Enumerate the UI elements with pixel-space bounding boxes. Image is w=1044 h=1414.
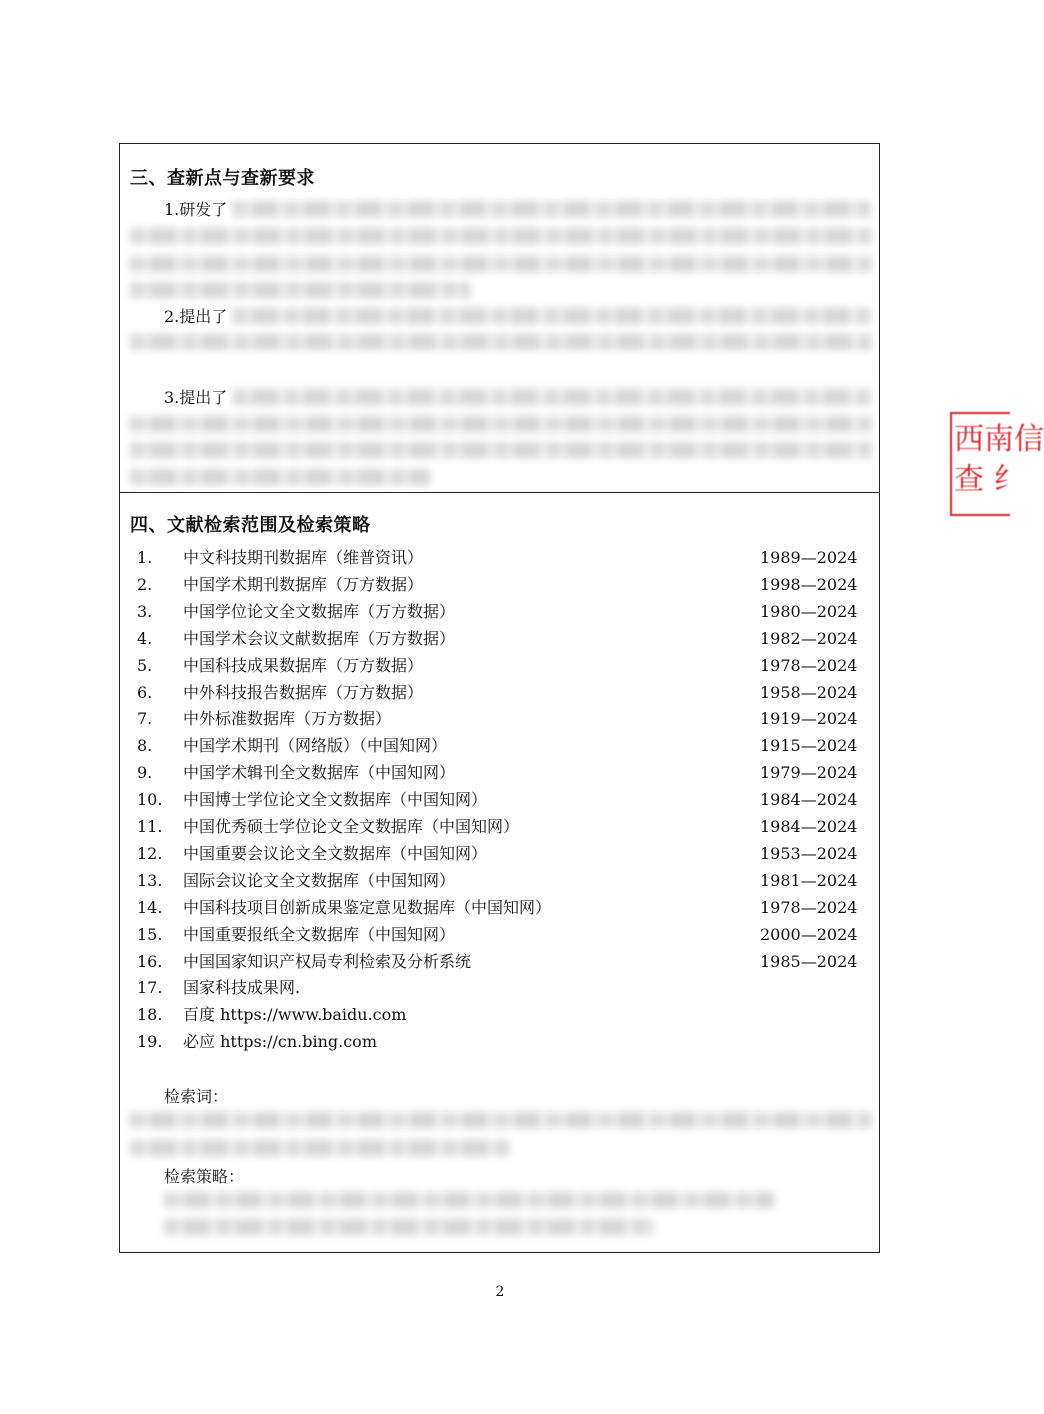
database-name: 国际会议论文全文数据库（中国知网）: [183, 870, 456, 890]
database-year-range: 1989—2024: [760, 548, 858, 567]
section-divider: [120, 492, 879, 493]
database-number: 2.: [137, 574, 153, 594]
section3-heading: 三、查新点与查新要求: [130, 168, 315, 189]
database-number: 7.: [137, 709, 153, 729]
database-row: [120, 598, 881, 625]
database-year-range: 1984—2024: [760, 790, 858, 810]
database-row: [120, 679, 881, 706]
database-year-range: 1978—2024: [760, 897, 858, 917]
database-year-range: 1985—2024: [760, 951, 858, 971]
redacted-text: [130, 334, 872, 350]
database-row: [120, 921, 881, 948]
page-number: 2: [495, 1284, 505, 1300]
database-number: 8.: [137, 736, 153, 756]
database-number: 9.: [137, 763, 153, 783]
database-row: [120, 571, 881, 598]
database-row: [120, 974, 881, 1001]
database-row: [120, 705, 881, 732]
redacted-text: [232, 389, 872, 405]
novelty-point-2-label: 2.提出了: [164, 307, 228, 326]
redacted-text: [130, 469, 430, 485]
official-seal-stamp: [950, 412, 1044, 516]
database-row: [120, 759, 881, 786]
database-year-range: 1981—2024: [760, 870, 858, 890]
stamp-line-2: 查 纟: [954, 462, 1024, 497]
database-name: 中国科技项目创新成果鉴定意见数据库（中国知网）: [183, 897, 552, 917]
stamp-line-1: 西南信: [954, 422, 1044, 457]
database-number: 13.: [137, 870, 163, 890]
database-year-range: 1982—2024: [760, 628, 858, 648]
section4-heading: 四、文献检索范围及检索策略: [130, 515, 371, 536]
redacted-text: [232, 308, 872, 324]
database-number: 5.: [137, 655, 153, 675]
database-name: 中国学术会议文献数据库（万方数据）: [183, 628, 456, 648]
database-name: 中国学术期刊数据库（万方数据）: [183, 574, 424, 594]
redacted-text: [130, 256, 872, 272]
database-number: 11.: [137, 817, 163, 836]
database-number: 10.: [137, 790, 163, 810]
database-row: [120, 840, 881, 867]
database-row: [120, 1001, 881, 1028]
database-number: 19.: [137, 1032, 163, 1052]
redacted-text: [130, 416, 872, 432]
database-row: [120, 948, 881, 975]
strategy-label: 检索策略：: [164, 1167, 245, 1186]
database-row: [120, 652, 881, 679]
database-year-range: 1998—2024: [760, 574, 858, 594]
database-name: 中国国家知识产权局专利检索及分析系统: [183, 951, 472, 971]
database-name: 中国学术期刊（网络版）（中国知网）: [183, 736, 448, 756]
database-row: [120, 867, 881, 894]
database-row: [120, 813, 881, 840]
database-name: 中国学位论文全文数据库（万方数据）: [183, 601, 456, 621]
database-year-range: 1979—2024: [760, 763, 858, 783]
database-year-range: 1919—2024: [760, 709, 858, 729]
database-number: 12.: [137, 843, 163, 863]
database-row: [120, 732, 881, 759]
database-number: 6.: [137, 682, 153, 702]
database-year-range: 2000—2024: [760, 924, 858, 944]
redacted-text: [130, 442, 872, 458]
database-number: 14.: [137, 897, 163, 917]
database-name: 中国科技成果数据库（万方数据）: [183, 655, 424, 675]
database-number: 18.: [137, 1005, 163, 1025]
redacted-text: [130, 228, 872, 244]
redacted-keywords: [130, 1112, 872, 1128]
database-number: 3.: [137, 601, 153, 621]
database-number: 4.: [137, 628, 153, 648]
novelty-point-3-label: 3.提出了: [164, 388, 228, 407]
database-name: 中国重要会议论文全文数据库（中国知网）: [183, 843, 488, 863]
redacted-text: [130, 282, 470, 298]
database-name: 中国博士学位论文全文数据库（中国知网）: [183, 790, 488, 810]
database-name: 中外标准数据库（万方数据）: [183, 709, 392, 729]
database-row: [120, 544, 881, 571]
redacted-keywords: [130, 1140, 510, 1156]
database-year-range: 1915—2024: [760, 736, 858, 756]
database-name: 中国优秀硕士学位论文全文数据库（中国知网）: [183, 817, 520, 836]
database-number: 15.: [137, 924, 163, 944]
database-number: 1.: [137, 548, 153, 567]
database-name: 中文科技期刊数据库（维普资讯）: [183, 548, 424, 567]
database-row: [120, 1028, 881, 1055]
database-name: 必应 https://cn.bing.com: [183, 1032, 377, 1052]
report-frame: [119, 143, 880, 1253]
redacted-text: [232, 201, 872, 217]
database-row: [120, 894, 881, 921]
database-year-range: 1958—2024: [760, 682, 858, 702]
database-name: 中国学术辑刊全文数据库（中国知网）: [183, 763, 456, 783]
novelty-point-1-label: 1.研发了: [164, 200, 228, 219]
database-year-range: 1978—2024: [760, 655, 858, 675]
database-year-range: 1984—2024: [760, 817, 858, 836]
database-name: 中国重要报纸全文数据库（中国知网）: [183, 924, 456, 944]
keywords-label: 检索词：: [164, 1087, 229, 1106]
redacted-strategy: [164, 1192, 774, 1208]
redacted-strategy: [164, 1219, 654, 1235]
database-name: 国家科技成果网.: [183, 978, 301, 998]
database-number: 17.: [137, 978, 163, 998]
database-number: 16.: [137, 951, 163, 971]
database-name: 中外科技报告数据库（万方数据）: [183, 682, 424, 702]
database-row: [120, 786, 881, 813]
database-row: [120, 625, 881, 652]
database-name: 百度 https://www.baidu.com: [183, 1005, 407, 1025]
database-year-range: 1953—2024: [760, 843, 858, 863]
database-year-range: 1980—2024: [760, 601, 858, 621]
